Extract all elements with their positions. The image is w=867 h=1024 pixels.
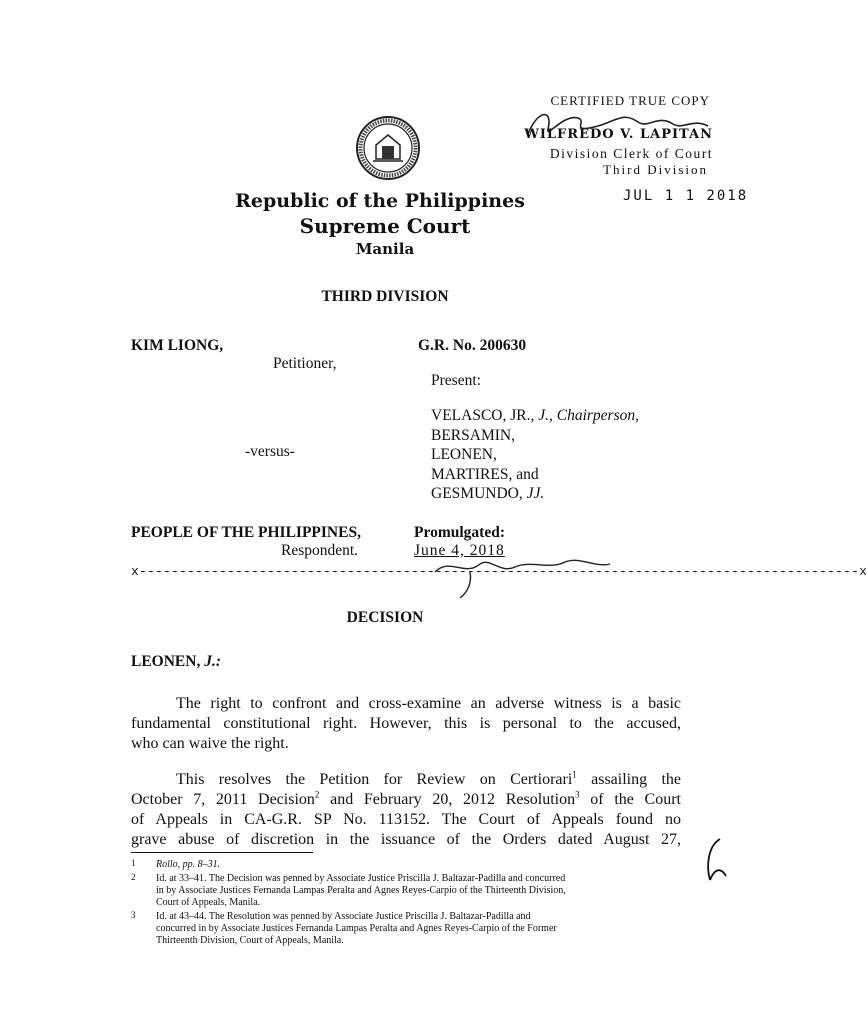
respondent-role: Respondent. (281, 542, 359, 559)
petitioner-name: KIM LIONG, (131, 337, 224, 354)
justices-list (431, 406, 639, 504)
city-heading: Manila (355, 240, 415, 258)
footnote: 2 Id. at 33–41. The Decision was penned by Associate Justice Priscilla J. Baltazar-Padilla and concurred in by Associate Justices Fernanda Lampas Peralta and Agnes Reyes-Carpio of the Thirteenth Division, Court of Appeals, Manila. (131, 872, 566, 908)
clerk-division: Third Division (603, 162, 708, 177)
decision-heading: DECISION (346, 609, 424, 626)
paragraph-1: The right to confront and cross-examine an adverse witness is a basic fundamental constitutional right. However, this is personal to the accused, who can waive the right. (131, 695, 681, 752)
petitioner-role: Petitioner, (273, 355, 337, 372)
stamp-date: JUL 1 1 2018 (623, 188, 749, 204)
paragraph-2: This resolves the Petition for Review on Certiorari$^1$ assailing the October 7, 2011 Decision$^2$ and February 20, 2012 Resolution$^3$ of the Court of Appeals in CA-G.R. SP No. 113152. The Court of Appeals found no grave abuse of discretion in the issuance of the Orders dated August 27, (131, 769, 682, 848)
justice-line: GESMUNDO, JJ. (431, 485, 545, 502)
promulgated-date: June 4, 2018 (414, 542, 505, 559)
present-label: Present: (431, 372, 481, 389)
division-heading: THIRD DIVISION (321, 288, 449, 305)
republic-heading: Republic of the Philippines (235, 190, 525, 212)
margin-initial (700, 836, 730, 884)
caption-separator: x------------------------------------------------------------------------------------------x (131, 564, 867, 579)
justice-line: VELASCO, JR., J., Chairperson, (431, 407, 639, 424)
ponente: LEONEN, J.: (131, 653, 222, 670)
footnotes (131, 859, 691, 947)
footnote: 1 Rollo, pp. 8–31. (131, 858, 221, 870)
court-heading: Supreme Court (299, 214, 471, 238)
versus-label: -versus- (245, 443, 295, 460)
respondent-name: PEOPLE OF THE PHILIPPINES, (131, 524, 361, 541)
certified-true-copy-label: CERTIFIED TRUE COPY (550, 93, 710, 108)
footnote: 3 Id. at 43–44. The Resolution was penned by Associate Justice Priscilla J. Baltazar-Padilla and concurred in by Associate Justices Fernanda Lampas Peralta and Agnes Reyes-Carpio of the Former Thirteenth Division, Court of Appeals, Manila. (131, 910, 557, 946)
clerk-title: Division Clerk of Court (549, 146, 713, 161)
gr-number: G.R. No. 200630 (418, 337, 527, 354)
supreme-court-seal (355, 115, 421, 181)
clerk-name: WILFREDO V. LAPITAN (524, 127, 713, 142)
footnote-rule (131, 852, 313, 853)
justice-line: MARTIRES, and (431, 465, 539, 483)
promulgated-label: Promulgated: (414, 524, 505, 541)
justice-line: LEONEN, (431, 446, 497, 463)
justice-line: BERSAMIN, (431, 426, 515, 444)
